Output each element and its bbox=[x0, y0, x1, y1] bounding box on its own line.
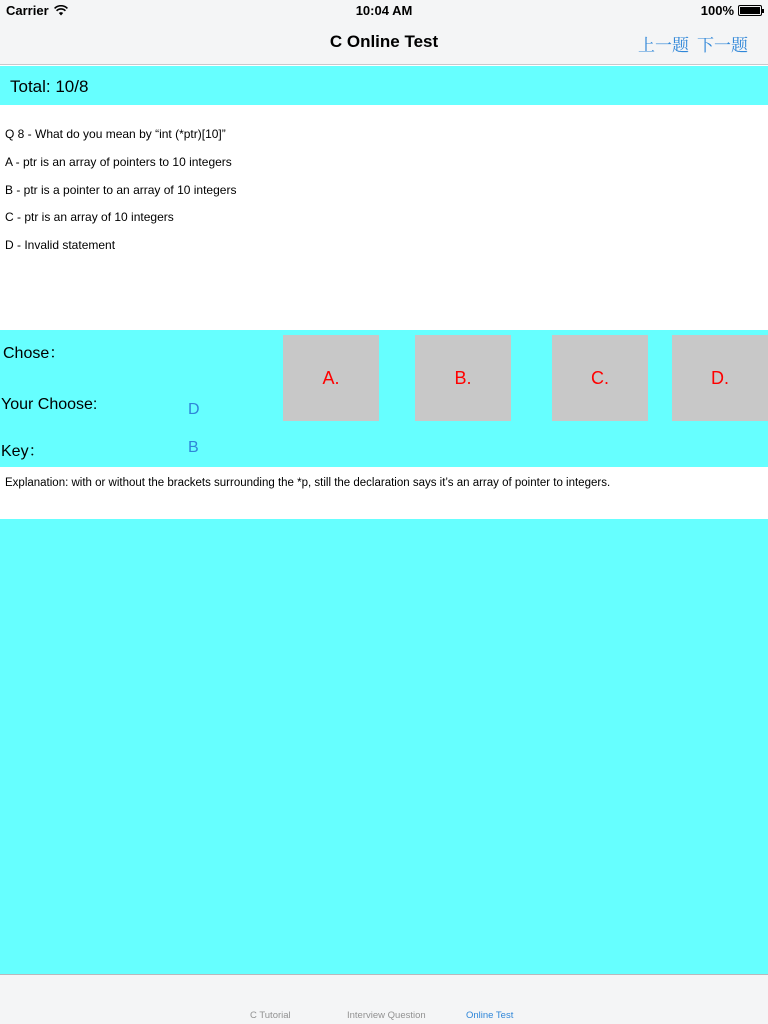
battery-icon bbox=[738, 5, 762, 16]
explanation-area bbox=[0, 467, 768, 519]
question-option-a: A - ptr is an array of pointers to 10 integers bbox=[5, 155, 232, 169]
question-option-c: C - ptr is an array of 10 integers bbox=[5, 210, 174, 224]
key-label: Key： bbox=[1, 443, 45, 460]
tab-interview-question[interactable]: Interview Question bbox=[347, 1010, 426, 1021]
status-time: 10:04 AM bbox=[355, 3, 413, 18]
question-title: Q 8 - What do you mean by “int (*ptr)[10]” bbox=[5, 127, 226, 141]
carrier-label: Carrier bbox=[6, 3, 49, 18]
tab-c-tutorial[interactable]: C Tutorial bbox=[250, 1010, 291, 1021]
choice-c-button[interactable]: C. bbox=[552, 335, 648, 421]
question-option-b: B - ptr is a pointer to an array of 10 integers bbox=[5, 183, 237, 197]
question-option-d: D - Invalid statement bbox=[5, 238, 116, 252]
choice-a-button[interactable]: A. bbox=[283, 335, 379, 421]
question-area bbox=[0, 105, 768, 330]
chose-label: Chose： bbox=[3, 345, 66, 362]
status-right bbox=[701, 3, 762, 18]
answer-area bbox=[0, 330, 768, 467]
choice-b-button[interactable]: B. bbox=[415, 335, 511, 421]
content-background bbox=[0, 519, 768, 974]
page-title: C Online Test bbox=[329, 32, 439, 51]
tab-bar bbox=[0, 974, 768, 1024]
total-bar bbox=[0, 66, 768, 105]
choice-d-button[interactable]: D. bbox=[672, 335, 768, 421]
navigation-bar bbox=[0, 20, 768, 65]
status-bar bbox=[0, 0, 768, 20]
tab-online-test[interactable]: Online Test bbox=[466, 1010, 514, 1021]
your-choose-value: D bbox=[188, 401, 200, 418]
explanation-text: Explanation: with or without the brackets surrounding the *p, still the declaration says it’s an array of pointer to integers. bbox=[5, 477, 611, 489]
total-score: Total: 10/8 bbox=[10, 77, 89, 96]
next-question-button[interactable]: 下一题 bbox=[697, 31, 748, 56]
battery-percent: 100% bbox=[700, 3, 734, 18]
previous-question-button[interactable]: 上一题 bbox=[638, 31, 689, 56]
your-choose-label: Your Choose: bbox=[1, 396, 98, 413]
battery-level bbox=[740, 7, 760, 14]
key-value: B bbox=[188, 439, 199, 456]
